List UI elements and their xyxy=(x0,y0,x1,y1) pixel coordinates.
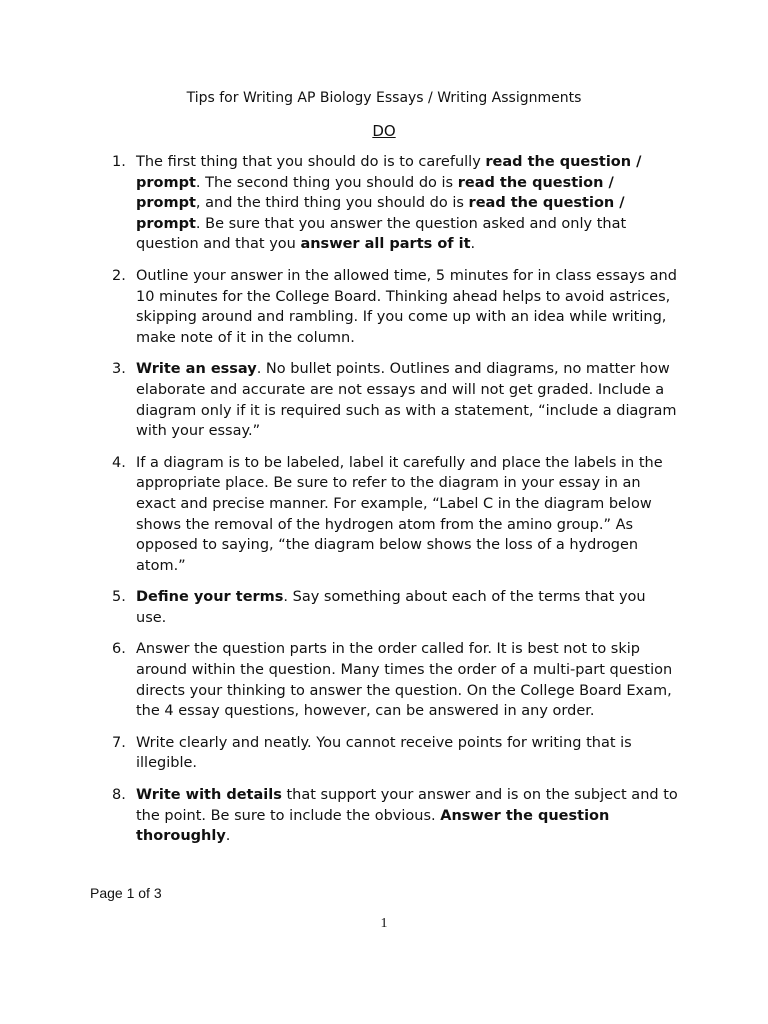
page-number: 1 xyxy=(380,916,388,931)
list-item xyxy=(108,152,678,255)
list-item-text xyxy=(136,359,678,441)
list-item-number: 7. xyxy=(112,734,126,751)
page-footer: Page 1 of 3 xyxy=(90,885,162,901)
body-text: . The second thing you should do is xyxy=(195,174,458,191)
emphasis-text: read the question / prompt xyxy=(136,154,642,191)
list-item xyxy=(108,733,678,774)
list-item xyxy=(108,639,678,721)
body-text: . Say something about each of the terms that you use. xyxy=(136,589,646,626)
list-item-number: 1. xyxy=(112,154,126,170)
emphasis-text: Write with details xyxy=(136,787,282,804)
list-item-number: 5. xyxy=(112,589,126,606)
body-text: The first thing that you should do is to carefully xyxy=(136,154,486,170)
body-text: , and the third thing you should do is xyxy=(195,195,469,212)
list-item xyxy=(108,266,678,348)
list-item xyxy=(108,453,678,577)
body-text: If a diagram is to be labeled, label it carefully and place the labels in the appropriate place. Be sure to refer to the diagram in your essay in an exact and precise manner. For example, “Label C in the diagram below shows the removal of the hydrogen atom from the amino group.” As opposed to saying, “the diagram below shows the loss of a hydrogen atom.” xyxy=(136,454,663,574)
body-text: Write clearly and neatly. You cannot receive points for writing that is illegible. xyxy=(136,734,632,772)
list-item-text xyxy=(136,453,678,577)
emphasis-text: answer all parts of it xyxy=(300,236,471,253)
list-item-text xyxy=(136,266,678,348)
body-text: that support your answer and is on the subject and to the point. Be sure to include the obvious. xyxy=(136,787,678,824)
body-text: . No bullet points. Outlines and diagrams, no matter how elaborate and accurate are not essays and will not get graded. Include a diagram only if it is required such as with a statement, “include a diagram with your essay.” xyxy=(136,361,677,440)
list-item-number: 4. xyxy=(112,454,126,471)
document-title: Tips for Writing AP Biology Essays / Writing Assignments xyxy=(186,90,582,106)
list-item-text xyxy=(136,785,678,847)
list-item-number: 8. xyxy=(112,787,126,804)
tips-list xyxy=(108,152,678,858)
list-item-number: 2. xyxy=(112,267,126,284)
emphasis-text: read the question / prompt xyxy=(136,195,625,232)
list-item-text xyxy=(136,733,678,774)
emphasis-text: Define your terms xyxy=(136,589,284,606)
list-item xyxy=(108,587,678,628)
list-item-text xyxy=(136,639,678,721)
body-text: . xyxy=(225,828,231,845)
section-heading-do: DO xyxy=(372,122,396,140)
emphasis-text: Write an essay xyxy=(136,361,257,378)
list-item xyxy=(108,359,678,441)
list-item-text xyxy=(136,587,678,628)
emphasis-text: read the question / prompt xyxy=(136,174,614,212)
list-item-number: 6. xyxy=(112,641,126,658)
list-item xyxy=(108,785,678,847)
list-item-text xyxy=(136,152,678,255)
body-text: . Be sure that you answer the question asked and only that question and that you xyxy=(136,215,627,253)
list-item-number: 3. xyxy=(112,361,126,378)
body-text: Answer the question parts in the order called for. It is best not to skip around within the question. Many times the order of a multi-part question directs your thinking to answer the question. On the College Board Exam, the 4 essay questions, however, can be answered in any order. xyxy=(136,641,673,720)
emphasis-text: Answer the question thoroughly xyxy=(136,807,610,845)
body-text: . xyxy=(470,236,476,253)
body-text: Outline your answer in the allowed time, 5 minutes for in class essays and 10 minutes for the College Board. Thinking ahead helps to avoid astrices, skipping around and rambling. If you come up with an idea while writing, make note of it in the column. xyxy=(136,267,677,346)
